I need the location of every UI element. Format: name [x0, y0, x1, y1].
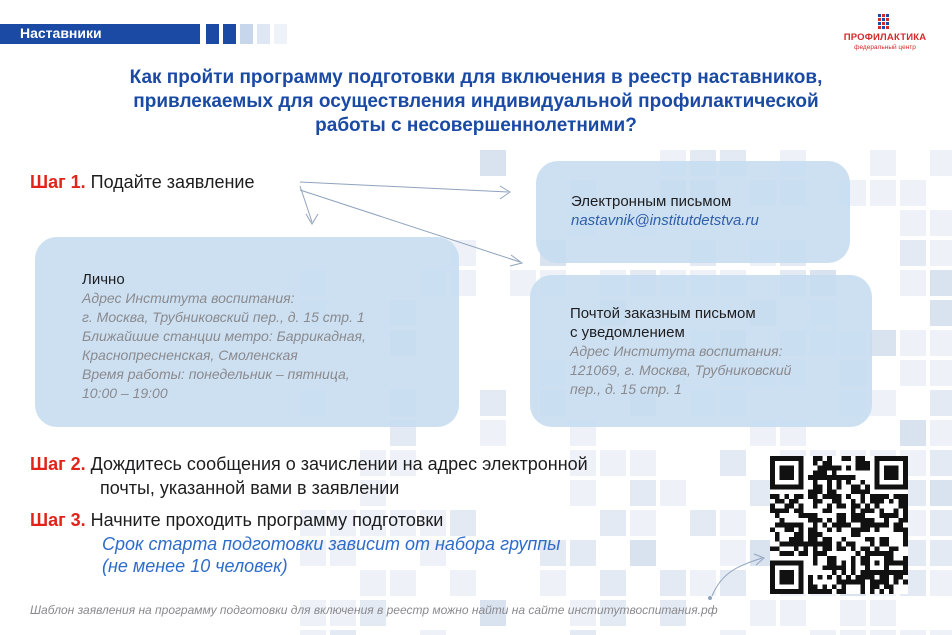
personal-visit-detail: Адрес Института воспитания: [82, 290, 295, 306]
email-method-card [536, 161, 850, 263]
page-title [40, 66, 912, 138]
logo-subtitle: федеральный центр [854, 44, 916, 51]
step-3 [30, 509, 443, 531]
personal-visit-card [35, 237, 459, 427]
personal-visit-title: Лично [82, 271, 125, 288]
step-2-text: Дождитесь сообщения о зачислении на адрес электронной [90, 454, 588, 474]
email-address-link[interactable]: nastavnik@institutdetstva.ru [571, 212, 759, 229]
step-2-number: Шаг 2. [30, 454, 86, 474]
profilaktika-logo [840, 14, 930, 54]
step-1-text: Подайте заявление [90, 172, 255, 192]
step-3-note [102, 533, 560, 577]
section-label-bar [0, 24, 200, 44]
step-1-number: Шаг 1. [30, 172, 86, 192]
postal-mail-detail: Адрес Института воспитания: [570, 343, 783, 359]
footer-note: Шаблон заявления на программу подготовки для включения в реестр можно найти на сайте институтвоспитания.рф [30, 603, 718, 617]
step-3-note-line-2: (не менее 10 человек) [102, 556, 288, 576]
header-decor-blocks [206, 24, 287, 44]
step-3-number: Шаг 3. [30, 510, 86, 530]
step-2 [30, 453, 588, 475]
step-3-note-line-1: Срок старта подготовки зависит от набора группы [102, 534, 561, 554]
title-line-2: привлекаемых для осуществления индивидуальной профилактической [133, 91, 819, 112]
step-1 [30, 171, 254, 193]
postal-mail-detail: пер., д. 15 стр. 1 [570, 381, 682, 397]
personal-visit-detail: Время работы: понедельник – пятница, [82, 366, 350, 382]
email-method-title: Электронным письмом [571, 193, 732, 210]
postal-mail-title: с уведомлением [570, 324, 685, 341]
title-line-1: Как пройти программу подготовки для включения в реестр наставников, [129, 67, 823, 88]
qr-pointer-arrow [712, 558, 762, 596]
step-2-continued [100, 477, 399, 499]
postal-mail-card [530, 275, 872, 427]
logo-title: ПРОФИЛАКТИКА [843, 32, 927, 43]
logo-grid-icon [878, 14, 892, 30]
personal-visit-detail: г. Москва, Трубниковский пер., д. 15 стр. 1 [82, 309, 365, 325]
qr-code[interactable] [770, 456, 908, 594]
section-label: Наставники [20, 25, 102, 41]
personal-visit-detail: Ближайшие станции метро: Баррикадная, [82, 328, 366, 344]
step-2-text-line-2: почты, указанной вами в заявлении [100, 478, 400, 498]
step-3-text: Начните проходить программу подготовки [90, 510, 444, 530]
postal-mail-title: Почтой заказным письмом [570, 305, 756, 322]
title-line-3: работы с несовершеннолетними? [315, 115, 637, 136]
personal-visit-detail: 10:00 – 19:00 [82, 385, 168, 401]
postal-mail-detail: 121069, г. Москва, Трубниковский [570, 362, 792, 378]
personal-visit-detail: Краснопресненская, Смоленская [82, 347, 298, 363]
